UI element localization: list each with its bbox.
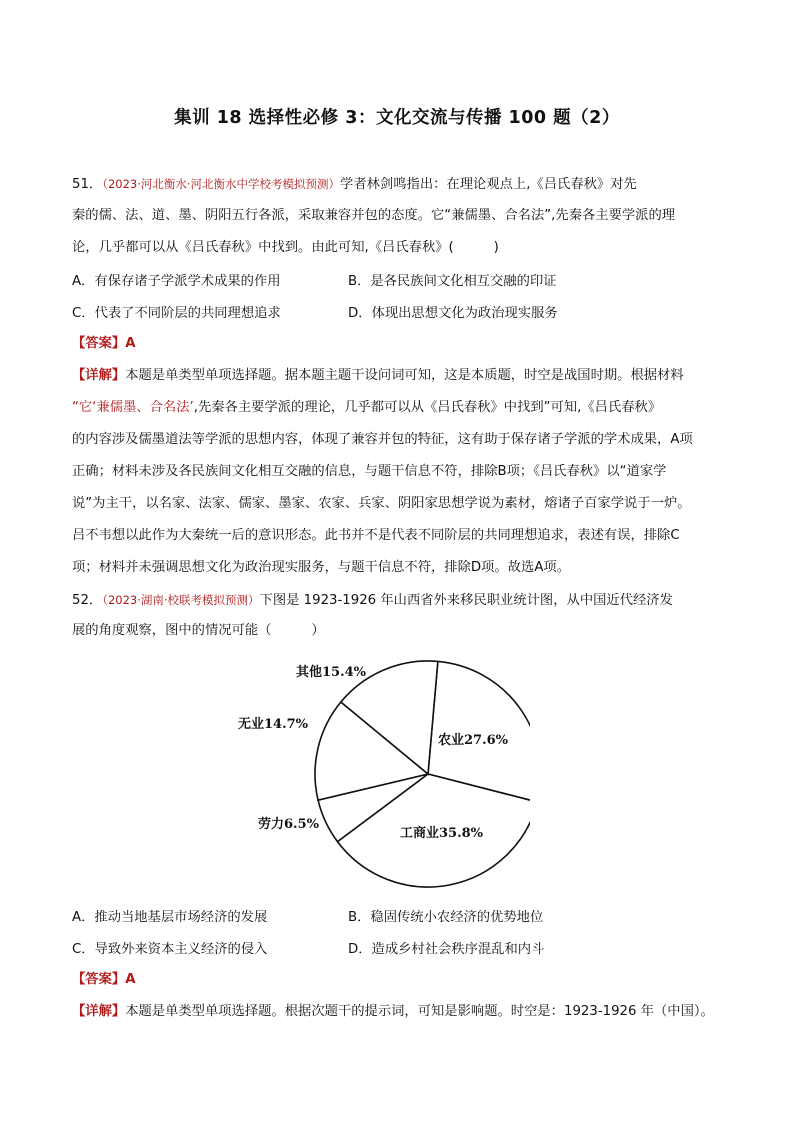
- q52-detail-line-1: [72, 1002, 714, 1022]
- q51-detail-line-1: [72, 366, 684, 386]
- q51-option-b[interactable]: B．是各民族间文化相互交融的印证: [348, 274, 557, 289]
- q52-option-c[interactable]: C．导致外来资本主义经济的侵入: [72, 942, 268, 957]
- q51-detail-4: 正确；材料未涉及各民族间文化相互交融的信息，与题干信息不符，排除B项；《吕氏春秋》以“道家学: [72, 464, 667, 479]
- q52-option-a[interactable]: A．推动当地基层市场经济的发展: [72, 910, 268, 925]
- q51-source: （2023·河北衡水·河北衡水中学校考模拟预测）: [102, 177, 341, 191]
- page-title: 集训 18 选择性必修 3：文化交流与传播 100 题（2）: [174, 108, 620, 128]
- q52-option-b[interactable]: B．稳固传统小农经济的优势地位: [348, 910, 544, 925]
- q52-answer-tag: 【答案】: [72, 972, 126, 987]
- q51-answer: [72, 334, 135, 354]
- q51-option-c[interactable]: C．代表了不同阶层的共同理想追求: [72, 306, 281, 321]
- q51-stem-1: 学者林剑鸣指出：在理论观点上,《吕氏春秋》对先: [340, 177, 637, 192]
- q51-option-a[interactable]: A．有保存诸子学派学术成果的作用: [72, 274, 281, 289]
- q51-stem-line-1: [72, 174, 637, 195]
- pie-label-其他: 其他15.4%: [296, 665, 367, 680]
- pie-label-劳力: 劳力6.5%: [258, 817, 319, 832]
- q52-source: （2023·湖南·校联考模拟预测）: [102, 593, 260, 607]
- q51-detail-2b: ,先秦各主要学派的理论，几乎都可以从《吕氏春秋》中找到”可知,《吕氏春秋》: [193, 400, 662, 415]
- q52-detail-tag: 【详解】: [72, 1004, 126, 1019]
- q52-answer: [72, 970, 135, 990]
- q52-option-d[interactable]: D．造成乡村社会秩序混乱和内斗: [348, 942, 545, 957]
- q52-stem-line-1: [72, 590, 673, 611]
- q51-number: 51．: [72, 177, 103, 192]
- q51-detail-tag: 【详解】: [72, 368, 126, 383]
- q51-detail-6: 吕不韦想以此作为大秦统一后的意识形态。此书并不是代表不同阶层的共同理想追求，表述有误，排除C: [72, 528, 680, 543]
- q51-detail-line-2: [72, 398, 661, 418]
- q51-stem-2: 秦的儒、法、道、墨、阴阳五行各派，采取兼容并包的态度。它“兼儒墨、合名法”,先秦各主要学派的理: [72, 208, 676, 223]
- q52-detail-1: 本题是单类型单项选择题。根据次题干的提示词，可知是影响题。时空是：1923-1926 年（中国）。: [125, 1004, 714, 1019]
- q51-detail-7: 项；材料并未强调思想文化为政治现实服务，与题干信息不符，排除D项。故选A项。: [72, 560, 571, 575]
- q51-detail-quote: “它‘兼儒墨、合名法’: [72, 400, 194, 415]
- occupation-pie-chart: [230, 655, 530, 893]
- pie-label-无业: 无业14.7%: [238, 717, 309, 732]
- q52-stem-2: 展的角度观察，图中的情况可能（ ）: [72, 623, 325, 638]
- q52-answer-value: A: [125, 972, 136, 987]
- q51-option-d[interactable]: D．体现出思想文化为政治现实服务: [348, 306, 558, 321]
- q51-detail-3: 的内容涉及儒墨道法等学派的思想内容，体现了兼容并包的特征，这有助于保存诸子学派的学术成果，A项: [72, 432, 693, 447]
- pie-label-工商业: 工商业35.8%: [400, 826, 484, 841]
- q51-answer-value: A: [125, 336, 136, 351]
- q51-answer-tag: 【答案】: [72, 336, 126, 351]
- q51-detail-1: 本题是单类型单项选择题。据本题主题干设问词可知，这是本质题，时空是战国时期。根据材料: [125, 368, 684, 383]
- pie-label-农业: 农业27.6%: [438, 733, 509, 748]
- q52-number: 52．: [72, 593, 103, 608]
- q51-stem-3: 论，几乎都可以从《吕氏春秋》中找到。由此可知,《吕氏春秋》( ): [72, 240, 499, 255]
- q51-detail-5: 说”为主干，以名家、法家、儒家、墨家、农家、兵家、阴阳家思想学说为素材，熔诸子百家学说于一炉。: [72, 496, 691, 511]
- q52-stem-1: 下图是 1923-1926 年山西省外来移民职业统计图，从中国近代经济发: [259, 593, 673, 608]
